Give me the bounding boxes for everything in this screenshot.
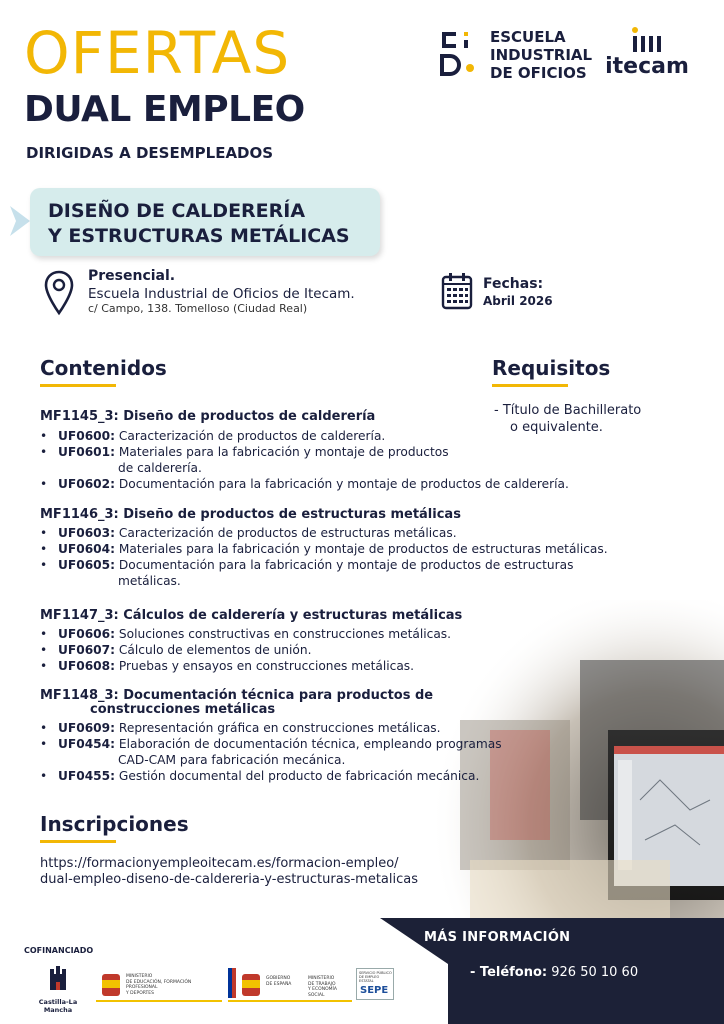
eid-line3: DE OFICIOS: [490, 64, 587, 82]
uf-code: UF0603:: [58, 526, 116, 540]
subtitle: DIRIGIDAS A DESEMPLEADOS: [26, 144, 274, 162]
uf-code: UF0604:: [58, 542, 116, 556]
requisitos-line2: o equivalente.: [510, 420, 603, 435]
ministry2-line1: GOBIERNO: [266, 976, 291, 981]
location-address: c/ Campo, 138. Tomelloso (Ciudad Real): [88, 302, 308, 315]
location-pin-icon: [44, 270, 74, 316]
module-title-mf1148: MF1148_3: Documentación técnica para productos de: [40, 688, 434, 703]
registration-url-line1: https://formacionyempleoitecam.es/formacion-empleo/: [40, 856, 399, 871]
list-item: [40, 658, 660, 674]
ministry2-line2: DE ESPAÑA: [266, 981, 292, 987]
inscripciones-heading: Inscripciones: [40, 812, 189, 836]
list-item: [40, 557, 680, 589]
itecam-word: itecam: [605, 54, 689, 79]
uf-text: Representación gráfica en construcciones metálicas.: [115, 721, 441, 735]
uf-text: Caracterización de productos de estructuras metálicas.: [115, 526, 457, 540]
registration-link[interactable]: [40, 856, 460, 888]
course-title-line2: Y ESTRUCTURAS METÁLICAS: [48, 225, 350, 247]
module-list-mf1146: [40, 525, 680, 589]
uf-text-cont: CAD-CAM para fabricación mecánica.: [118, 753, 346, 767]
clm-name: Castilla-La Mancha: [38, 998, 78, 1014]
itecam-mark-icon: [627, 26, 667, 54]
list-item: [40, 768, 600, 784]
list-item: [40, 525, 680, 541]
module-list-mf1148: [40, 720, 600, 784]
module-list-mf1145: [40, 428, 660, 492]
list-item: [40, 541, 680, 557]
itecam-logo: [602, 26, 692, 80]
ministry3-line2: DE TRABAJO: [308, 981, 336, 987]
clm-logo: [28, 964, 88, 1014]
eu-flag-icon: [228, 968, 236, 998]
phone-info: [470, 965, 638, 980]
module-title-mf1147: MF1147_3: Cálculos de calderería y estructuras metálicas: [40, 608, 463, 623]
sepe-logo: [356, 968, 394, 1000]
list-item: [40, 736, 600, 768]
uf-text: Caracterización de productos de calderería.: [115, 429, 386, 443]
uf-text-cont: metálicas.: [118, 574, 181, 588]
module-title-mf1146: MF1146_3: Diseño de productos de estructuras metálicas: [40, 507, 461, 522]
list-item: [40, 626, 660, 642]
module-list-mf1147: [40, 626, 660, 674]
uf-code: UF0606:: [58, 627, 116, 641]
uf-text: Documentación para la fabricación y montaje de productos de calderería.: [115, 477, 569, 491]
dates-value: Abril 2026: [483, 294, 553, 308]
contenidos-heading: Contenidos: [40, 356, 167, 380]
uf-text-cont: de calderería.: [118, 461, 202, 475]
phone-number: 926 50 10 60: [547, 965, 639, 980]
uf-code: UF0607:: [58, 643, 116, 657]
uf-text: Gestión documental del producto de fabricación mecánica.: [115, 769, 480, 783]
contenidos-underline: [40, 384, 116, 387]
uf-code: UF0454:: [58, 737, 116, 751]
ministry3-text: [308, 976, 352, 998]
ministry3-line3: Y ECONOMÍA SOCIAL: [308, 987, 337, 998]
uf-text: Pruebas y ensayos en construcciones metálicas.: [115, 659, 415, 673]
requisitos-underline: [492, 384, 568, 387]
ministry1-line1: MINISTERIO: [126, 974, 153, 979]
uf-text: Cálculo de elementos de unión.: [115, 643, 312, 657]
uf-code: UF0602:: [58, 477, 116, 491]
uf-code: UF0600:: [58, 429, 116, 443]
module-title-mf1148-cont: construcciones metálicas: [90, 702, 276, 717]
sepe-word: SEPE: [360, 985, 389, 996]
uf-text: Materiales para la fabricación y montaje de productos: [115, 445, 449, 459]
clm-castle-icon: [47, 964, 69, 992]
ministry-education-logo: [96, 966, 222, 1002]
cofinanciado-label: COFINANCIADO: [24, 946, 94, 955]
uf-code: UF0601:: [58, 445, 116, 459]
phone-label: - Teléfono:: [470, 965, 548, 980]
location-mode: Presencial.: [88, 268, 176, 284]
uf-code: UF0605:: [58, 558, 116, 572]
list-item: [40, 476, 660, 492]
ministry1-text: [126, 974, 222, 996]
uf-text: Elaboración de documentación técnica, empleando programas: [115, 737, 502, 751]
list-item: [40, 444, 660, 476]
calendar-icon: [441, 272, 473, 310]
uf-code: UF0609:: [58, 721, 116, 735]
list-item: [40, 642, 660, 658]
ministry1-line2: DE EDUCACIÓN, FORMACIÓN PROFESIONAL: [126, 979, 192, 990]
title-ofertas: OFERTAS: [24, 19, 291, 87]
list-item: [40, 720, 600, 736]
ministry2-text: [266, 976, 291, 987]
uf-text: Materiales para la fabricación y montaje de productos de estructuras metálicas.: [115, 542, 608, 556]
eid-logo-icon: [440, 28, 486, 78]
requisitos-line1: - Título de Bachillerato: [494, 403, 642, 418]
module-title-mf1145: MF1145_3: Diseño de productos de calderería: [40, 409, 376, 424]
requisitos-heading: Requisitos: [492, 356, 611, 380]
ministry1-line3: Y DEPORTES: [126, 990, 154, 996]
dates-label: Fechas:: [483, 276, 544, 292]
uf-code: UF0455:: [58, 769, 116, 783]
list-item: [40, 428, 660, 444]
course-title-box: [30, 188, 380, 256]
title-dual-empleo: DUAL EMPLEO: [24, 89, 305, 130]
sepe-top-text: SERVICIO PÚBLICO DE EMPLEO ESTATAL: [359, 971, 392, 983]
uf-text: Documentación para la fabricación y montaje de productos de estructuras: [115, 558, 574, 572]
registration-url-line2: dual-empleo-diseno-de-caldereria-y-estructuras-metalicas: [40, 872, 418, 887]
eid-line1: ESCUELA: [490, 28, 566, 46]
spain-shield-icon: [240, 970, 262, 998]
uf-text: Soluciones constructivas en construcciones metálicas.: [115, 627, 452, 641]
eid-line2: INDUSTRIAL: [490, 46, 593, 64]
uf-code: UF0608:: [58, 659, 116, 673]
inscripciones-underline: [40, 840, 116, 843]
course-title-line1: DISEÑO DE CALDERERÍA: [48, 200, 306, 222]
location-name: Escuela Industrial de Oficios de Itecam.: [88, 286, 355, 302]
eid-logo-text: [490, 28, 592, 82]
ministry-labor-logo: [228, 966, 352, 1002]
spain-shield-icon: [100, 970, 122, 998]
ministry3-line1: MINISTERIO: [308, 976, 335, 981]
more-info-title: MÁS INFORMACIÓN: [424, 930, 571, 945]
